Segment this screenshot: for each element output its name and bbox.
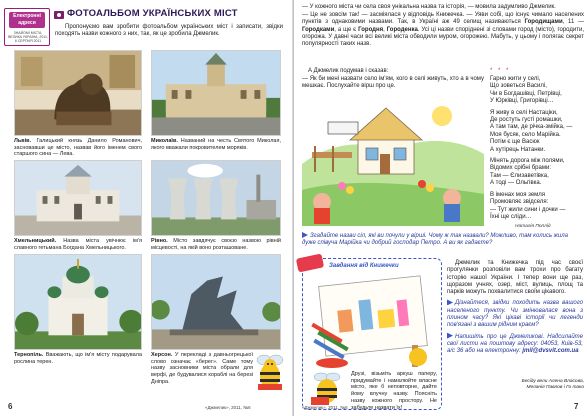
p2-bold-gorodenka: Городенка: [386, 26, 418, 33]
caption-ternopil: [14, 352, 142, 365]
page-number-left: 6: [8, 402, 13, 411]
poem-line: В іменах моя земля: [490, 191, 546, 198]
page-number-right: 7: [574, 402, 579, 411]
photo-kherson: [151, 254, 281, 350]
right-col-question-2: [447, 333, 583, 356]
city-name-mykolaiv: Миколаїв.: [151, 138, 178, 144]
poem-line: Потім є ще Васюк: [490, 139, 540, 146]
contact-email[interactable]: jmil@dvsvit.com.ua: [522, 348, 579, 355]
poem-line: А там там, де річка-змійка, —: [490, 124, 573, 131]
logo-note: ЗНАЙОМІ МІСТА, ВЕЛИКА УКРАЇНА, 2011, 6 СЕРПНЯ 2011: [8, 31, 48, 43]
logo-badge-line2: адреси: [18, 20, 36, 26]
logo-badge-line1: Електронні: [13, 13, 41, 19]
footer-right: «Джмелик», 2011, №6: [302, 405, 348, 410]
city-text-rivne: Місто завдячує своєю назвою рівній місцевості, на якій воно розташоване.: [151, 238, 281, 251]
dialog-paragraph-3: А Джмелик подумав і сказав:: [308, 68, 389, 74]
camera-icon: [54, 11, 64, 19]
poem-line: А тоді — Ольгівка.: [490, 180, 542, 187]
question-1-text: Дізнайтеся, звідки походить назва вашого населеного пункту. Чи змінювалася вона з плином часу? Які цікаві історії чи легенди пов'язані з вашим рідним краєм?: [447, 300, 583, 329]
city-name-kherson: Херсон.: [151, 352, 173, 358]
bee-mascot-illustration: [252, 352, 288, 392]
left-page: [0, 0, 293, 416]
poem-author: Наталія Поплід: [515, 224, 551, 229]
signature: [494, 379, 584, 391]
city-text-khmelnytskyi: Назва міста увічнює ім'я славного гетьмана Богдана Хмельницького.: [14, 238, 142, 251]
poem-line: Я живу в селі Настаціки,: [490, 109, 558, 116]
poem-line: Там — Єлизаветівка,: [490, 172, 549, 179]
intro-text: Пропонуємо вам зробити фотоальбом українських міст і записати, звідки походять назви кожного з них, так, як це зробила Джмелик.: [55, 24, 283, 38]
page-title: ФОТОАЛЬБОМ УКРАЇНСЬКИХ МІСТ: [67, 8, 238, 19]
task-box: [302, 258, 442, 410]
p2-mid1: , 11 —: [562, 19, 584, 26]
city-text-kherson: У перекладі з давньогрецької слово означає «берег». Саме тому назву засновники міста обрали для верфі, де будувалися кораблі на березі Дніпра.: [151, 352, 253, 385]
question-block: [302, 232, 582, 248]
arrow-bullet-icon: [447, 333, 453, 339]
dialog-paragraph-2: [302, 12, 584, 48]
city-name-lviv: Львів.: [14, 138, 32, 144]
poem-line: Їхні ще сліди…: [490, 213, 532, 220]
photo-khmelnytskyi: [14, 160, 142, 236]
p2-bold-gorodnya: Городня: [358, 26, 384, 33]
city-name-ternopil: Тернопіль.: [14, 352, 44, 358]
p2-start: — Це не зовсім так! — засміялася у відповідь Книжечка. — Уяви собі, що існує чимало населених пунктів з однаковими назвами. Так, в Україні аж 49 селищ називаються: [302, 12, 584, 26]
p2-mid2: , а ще є: [334, 26, 357, 33]
poem-line: Де ростуть густі ромашки,: [490, 117, 563, 124]
photo-ternopil: [14, 254, 142, 350]
poem-line: Що зоветься Василі,: [490, 83, 547, 90]
poem: [490, 76, 584, 221]
dialog-paragraph-4: — Як би мені назвати село ім'ям, кого в селі живуть, хто а в чому мешкає. Послухайте вірш про це.: [302, 76, 484, 90]
task-title: Завдання від Книжечки: [329, 263, 399, 269]
bee-reading-illustration: [307, 371, 347, 407]
dialog-paragraph-1: — У кожного міста чи села своя унікальна назва та історія, — мовила задумливо Джмелик.: [302, 4, 556, 10]
caption-rivne: [151, 238, 281, 251]
poem-line: А хутірець Натанки.: [490, 146, 546, 153]
right-column: [447, 260, 583, 356]
drawing-illustration: [308, 273, 438, 369]
photo-rivne: [151, 160, 281, 236]
poem-line: Мінять дорога між полями,: [490, 158, 565, 165]
right-page: [294, 0, 587, 416]
photo-lviv-lion: [14, 50, 142, 136]
right-col-question-1: [447, 299, 583, 329]
poem-line: Відомих срібні брами:: [490, 165, 551, 172]
caption-khmelnytskyi: [14, 238, 142, 251]
section-logo: [4, 8, 50, 46]
signature-line-2: Меланія Павлов і Го тако: [526, 385, 584, 390]
logo-badge: [9, 12, 45, 28]
poem-line: — Тут жили сини і дочки —: [490, 206, 566, 213]
poem-line: Чи в Богдашівці, Петрівці,: [490, 90, 562, 97]
poem-line: Моя бусяк, село Марійка.: [490, 131, 561, 138]
task-text: Друзі, візьміть аркуш паперу, придумайте і намалюйте власне місто, яке б неповторне, дайте йому влучну назву. Поясніть назву кожного простору. Не забудьте назвати їх!: [351, 371, 437, 411]
arrow-bullet-icon: [302, 232, 308, 238]
question-text: Згадайте назви сіл, які ви почули у вірші. Чому ж так назвали? Можливо, там колись жила дуже співуча Марійка чи добрий господар Петро. А ви як гадаєте?: [302, 233, 568, 247]
p2-bold-gorodyshche: Городищами: [524, 19, 563, 26]
photo-mykolaiv: [151, 50, 281, 136]
city-text-ternopil: Вважають, що ім'я місту подарувала рослина терен.: [14, 352, 142, 365]
city-name-khmelnytskyi: Хмельницький.: [14, 238, 57, 244]
poem-stars: * * *: [490, 68, 511, 74]
signature-line-1: Бесіду вели Алена Власова,: [521, 379, 584, 384]
p2-end: . Усі ці назви споріднені зі словами город (місто), городити, огорожа. У давні часи всі великі міста обводили муром, огорожею. Мабуть, у цьому і полягає секрет популярності таких назв.: [302, 26, 585, 48]
city-text-lviv: Галицький князь Данило Романович, засновавши це місто, назвав його іменем свого старшого сина — Лева.: [14, 138, 142, 158]
caption-lviv: [14, 138, 142, 158]
p2-mid3: ,: [383, 26, 385, 33]
p2-bold-gorodky: Городками: [302, 26, 335, 33]
poem-line: У Юрківці, Григорівці…: [490, 98, 554, 105]
poem-line: Гарно жити у селі,: [490, 76, 541, 82]
caption-mykolaiv: [151, 138, 281, 151]
right-col-paragraph: Джмелик та Книжечка під час своєї прогулянки розповіли вам трохи про багату історію нашої України. І тепер вони ще раз, щоразом учнях, озер, міст, вулиць, площ та парків можуть похвалитися своїм цікавого.: [447, 260, 583, 296]
footer-left: «Джмелик», 2011, №6: [205, 405, 251, 410]
city-text-mykolaiv: Названий на честь Святого Миколая, якого вважали покровителем моряків.: [151, 138, 281, 151]
task-ribbon-icon: [296, 253, 324, 272]
arrow-bullet-icon: [447, 299, 453, 305]
question-2-text: Напишіть про це Джмеликові. Надсилайте свої листи на поштову адресу: 04053, Київ-53, а/с 36 або на електронну:: [447, 333, 583, 355]
village-illustration: [302, 94, 484, 226]
poem-line: Промовляє звідселя:: [490, 199, 549, 206]
caption-kherson: [151, 352, 253, 386]
city-name-rivne: Рівно.: [151, 238, 168, 244]
